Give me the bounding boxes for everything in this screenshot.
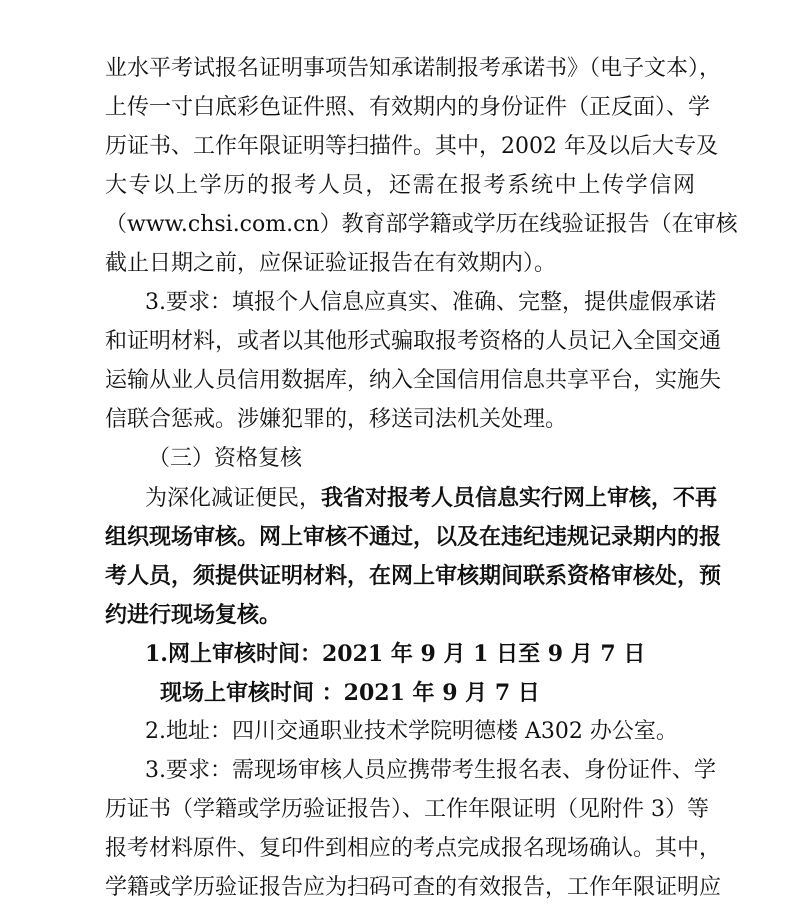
paragraph-3-line-2: 组织现场审核。网上审核不通过，以及在违纪违规记录期内的报 <box>105 524 722 550</box>
paragraph-1-line-2: 上传一寸白底彩色证件照、有效期内的身份证件（正反面）、学 <box>105 95 711 120</box>
paragraph-3-normal-text: 为深化减证便民， <box>145 486 322 511</box>
paragraph-1-line-4: 大专以上学历的报考人员，还需在报考系统中上传学信网 <box>105 173 695 198</box>
paragraph-3-bold-text: 我省对报考人员信息实行网上审核，不再 <box>321 485 718 511</box>
online-review-time: 1.网上审核时间：2021 年 9 月 1 日至 9 月 7 日 <box>145 641 646 667</box>
paragraph-1-line-6: 截止日期之前，应保证验证报告在有效期内）。 <box>105 251 557 276</box>
paragraph-2-line-4: 信联合惩戒。涉嫌犯罪的，移送司法机关处理。 <box>105 407 568 432</box>
review-address: 2.地址：四川交通职业技术学院明德楼 A302 办公室。 <box>145 719 678 744</box>
paragraph-3-line-4: 约进行现场复核。 <box>105 602 282 628</box>
paragraph-2-line-2: 和证明材料，或者以其他形式骗取报考资格的人员记入全国交通 <box>105 329 722 354</box>
paragraph-1-line-3: 历证书、工作年限证明等扫描件。其中，2002 年及以后大专及 <box>105 134 718 159</box>
paragraph-2-line-3: 运输从业人员信用数据库，纳入全国信用信息共享平台，实施失 <box>105 368 722 393</box>
item-3-line-2: 历证书（学籍或学历验证报告）、工作年限证明（见附件 3）等 <box>105 797 709 822</box>
paragraph-3-line-3: 考人员，须提供证明材料，在网上审核期间联系资格审核处，预 <box>105 563 722 589</box>
paragraph-1-line-5: （www.chsi.com.cn）教育部学籍或学历在线验证报告（在审核 <box>105 212 738 237</box>
paragraph-1-line-1: 业水平考试报名证明事项告知承诺制报考承诺书》（电子文本）， <box>105 56 722 81</box>
paragraph-3-line-1 <box>145 484 718 512</box>
item-3-line-4: 学籍或学历验证报告应为扫码可查的有效报告，工作年限证明应 <box>105 875 722 900</box>
item-3-line-1: 3.要求：需现场审核人员应携带考生报名表、身份证件、学 <box>145 758 716 783</box>
paragraph-2-line-1: 3.要求：填报个人信息应真实、准确、完整，提供虚假承诺 <box>145 290 716 315</box>
section-heading: （三）资格复核 <box>148 446 303 471</box>
onsite-review-time: 现场上审核时间 ：2021 年 9 月 7 日 <box>160 680 540 706</box>
item-3-line-3: 报考材料原件、复印件到相应的考点完成报名现场确认。其中， <box>105 836 722 861</box>
